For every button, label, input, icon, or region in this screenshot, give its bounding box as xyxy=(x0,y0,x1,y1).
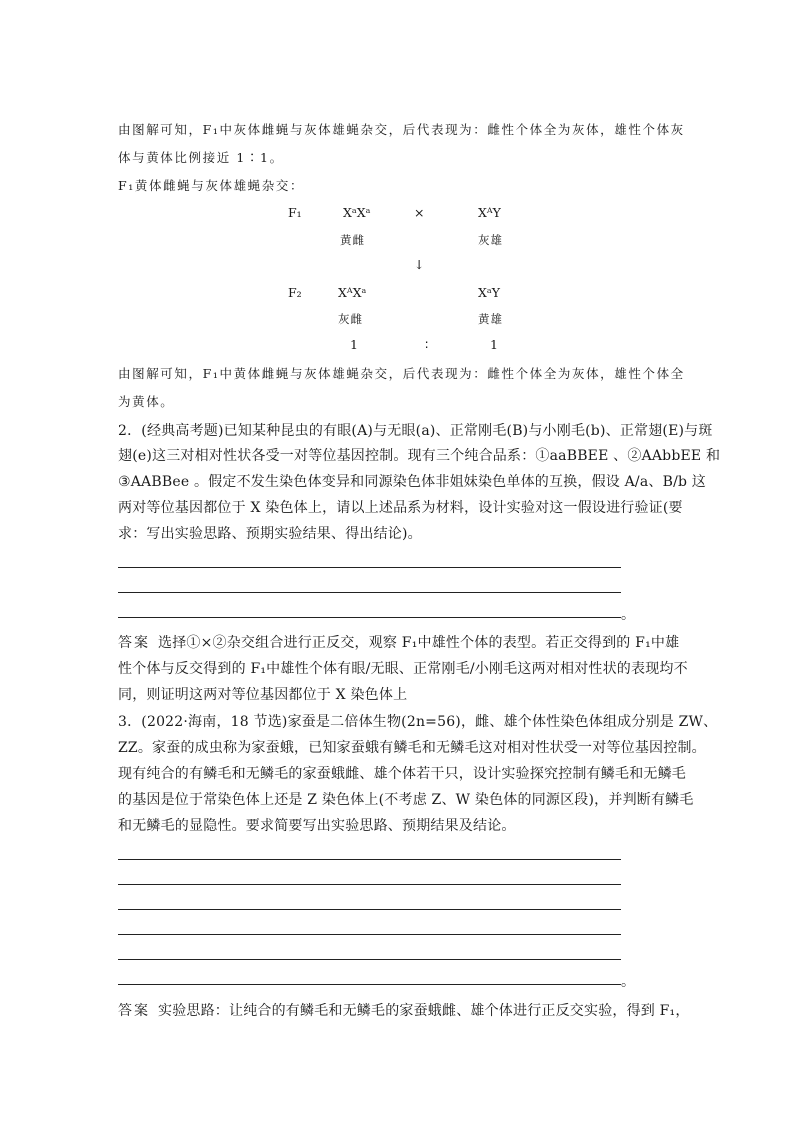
answer-blank-line[interactable] xyxy=(118,934,621,935)
ratio-colon: ∶ xyxy=(425,337,429,352)
ratio-value: 1 xyxy=(490,337,498,352)
answer-text: 实验思路：让纯合的有鳞毛和无鳞毛的家蚕蛾雌、雄个体进行正反交实验，得到 F₁， xyxy=(158,1003,690,1019)
question2-line: 翅(e)这三对相对性状各受一对等位基因控制。现有三个纯合品系：①aaBBEE 、②AAbbEE 和 xyxy=(118,448,721,464)
question3-line: 的基因是位于常染色体上还是 Z 染色体上(不考虑 Z、W 染色体的同源区段)，并判断有鳞毛 xyxy=(118,792,694,808)
explanation-heading: F₁黄体雌蝇与灰体雄蝇杂交： xyxy=(118,178,305,193)
answer-line xyxy=(118,1000,690,1020)
answer-blank-line[interactable] xyxy=(118,984,621,985)
female-phenotype: 黄雌 xyxy=(340,233,365,247)
explanation-line: 为黄体。 xyxy=(118,394,175,409)
question3-line: 和无鳞毛的显隐性。要求简要写出实验思路、预期结果及结论。 xyxy=(118,818,516,834)
answer-tag: 答案 xyxy=(118,635,150,651)
ratio-value: 1 xyxy=(350,337,358,352)
male-phenotype: 灰雄 xyxy=(478,233,503,247)
blank-period: 。 xyxy=(621,974,635,990)
answer-tag: 答案 xyxy=(118,1003,150,1019)
male-genotype: XᵃY xyxy=(478,285,500,300)
explanation-line: 由图解可知，F₁中黄体雌蝇与灰体雄蝇杂交，后代表现为：雌性个体全为灰体，雄性个体全 xyxy=(118,366,685,381)
male-phenotype: 黄雄 xyxy=(478,312,503,326)
generation-label-f2: F₂ xyxy=(288,285,302,300)
answer-blank-line[interactable] xyxy=(118,909,621,910)
question2-line: 两对等位基因都位于 X 染色体上，请以上述品系为材料，设计实验对这一假设进行验证(要 xyxy=(118,500,683,516)
female-phenotype: 灰雌 xyxy=(338,312,363,326)
answer-blank-line[interactable] xyxy=(118,859,621,860)
answer-line: 性个体与反交得到的 F₁中雄性个体有眼/无眼、正常刚毛/小刚毛这两对相对性状的表现均不 xyxy=(118,661,688,677)
male-genotype: XᴬY xyxy=(478,205,501,220)
female-genotype: XᵃXᵃ xyxy=(343,205,371,220)
question3-line: 现有纯合的有鳞毛和无鳞毛的家蚕蛾雌、雄个体若干只，设计实验探究控制有鳞毛和无鳞毛 xyxy=(118,766,686,782)
blank-period: 。 xyxy=(621,607,635,623)
answer-text: 选择①×②杂交组合进行正反交，观察 F₁中雄性个体的表型。若正交得到的 F₁中雄 xyxy=(158,635,680,651)
answer-line: 同，则证明这两对等位基因都位于 X 染色体上 xyxy=(118,687,408,703)
question2-line: ③AABBee 。假定不发生染色体变异和同源染色体非姐妹染色单体的互换，假设 A/a、B/b 这 xyxy=(118,474,707,490)
answer-blank-line[interactable] xyxy=(118,567,621,568)
question2-line: 2．(经典高考题)已知某种昆虫的有眼(A)与无眼(a)、正常刚毛(B)与小刚毛(b)、正常翅(E)与斑 xyxy=(118,423,713,439)
generation-label-f1: F₁ xyxy=(288,205,302,220)
answer-blank-line[interactable] xyxy=(118,884,621,885)
answer-blank-line[interactable] xyxy=(118,617,621,618)
cross-symbol: × xyxy=(414,205,425,220)
question3-line: 3．(2022·海南，18 节选)家蚕是二倍体生物(2n=56)，雌、雄个体性染色体组成分别是 ZW、 xyxy=(118,714,718,730)
answer-line xyxy=(118,632,679,652)
down-arrow-icon: ↓ xyxy=(414,257,425,272)
female-genotype: XᴬXᵃ xyxy=(338,285,367,300)
answer-blank-line[interactable] xyxy=(118,592,621,593)
question2-line: 求：写出实验思路、预期实验结果、得出结论)。 xyxy=(118,526,422,542)
explanation-line: 由图解可知，F₁中灰体雌蝇与灰体雄蝇杂交，后代表现为：雌性个体全为灰体，雄性个体灰 xyxy=(118,122,685,137)
explanation-line: 体与黄体比例接近 1∶1。 xyxy=(118,150,284,165)
question3-line: ZZ。家蚕的成虫称为家蚕蛾，已知家蚕蛾有鳞毛和无鳞毛这对相对性状受一对等位基因控制。 xyxy=(118,740,706,756)
answer-blank-line[interactable] xyxy=(118,959,621,960)
